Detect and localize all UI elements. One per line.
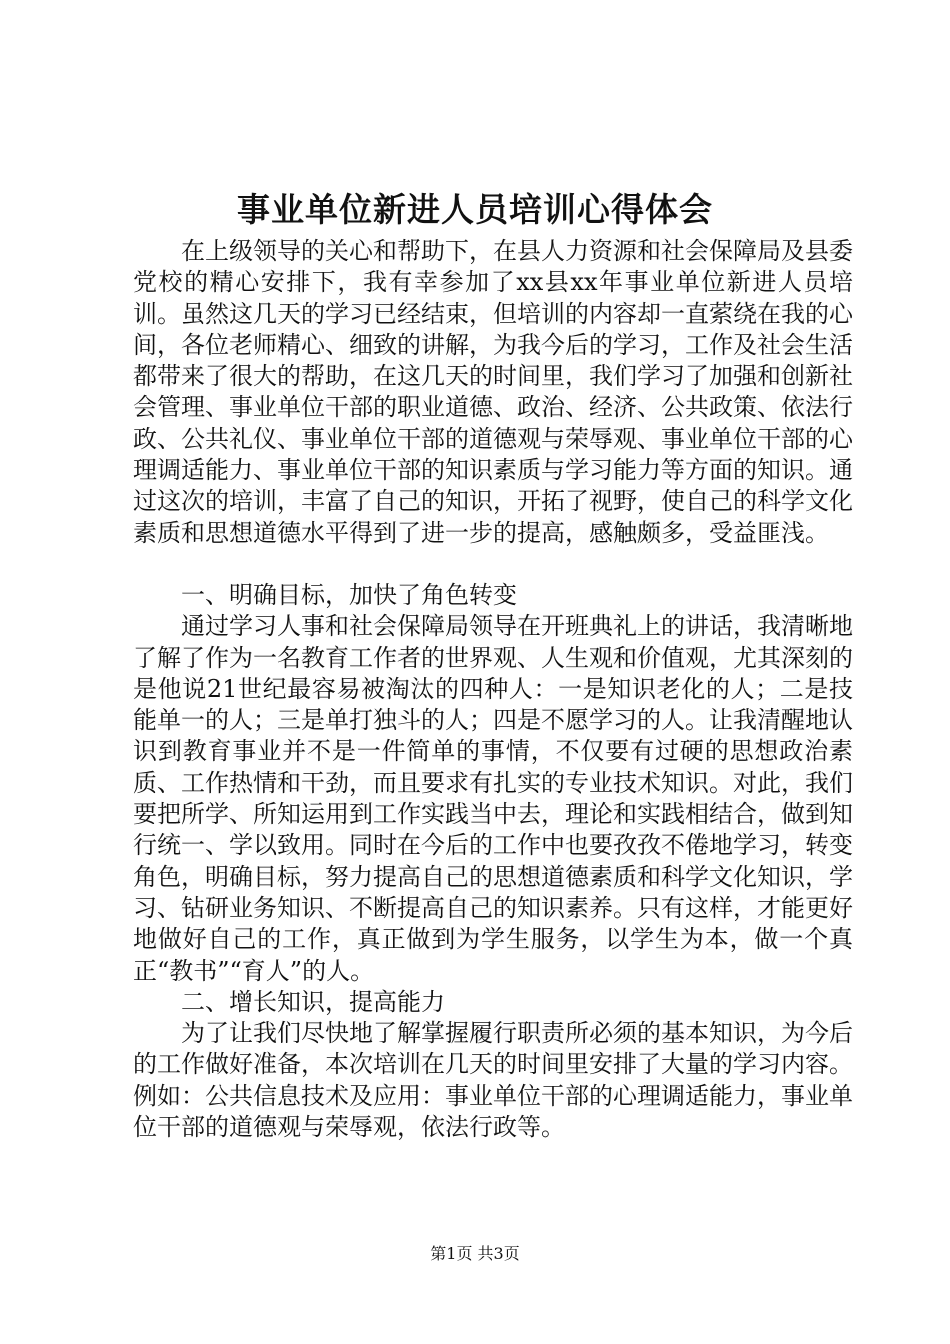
- document-body: [133, 236, 853, 1143]
- paragraph-spacer: [133, 549, 853, 580]
- document-title: 事业单位新进人员培训心得体会: [237, 190, 713, 229]
- section-1-paragraph: 通过学习人事和社会保障局领导在开班典礼上的讲话，我清晰地了解了作为一名教育工作者的世界观、人生观和价值观，尤其深刻的是他说21世纪最容易被淘汰的四种人：一是知识老化的人；二是技能单一的人；三是单打独斗的人；四是不愿学习的人。让我清醒地认识到教育事业并不是一件简单的事情，不仅要有过硬的思想政治素质、工作热情和干劲，而且要求有扎实的专业技术知识。对此，我们要把所学、所知运用到工作实践当中去，理论和实践相结合，做到知行统一、学以致用。同时在今后的工作中也要孜孜不倦地学习，转变角色，明确目标，努力提高自己的思想道德素质和科学文化知识，学习、钻研业务知识、不断提高自己的知识素养。只有这样，才能更好地做好自己的工作，真正做到为学生服务，以学生为本，做一个真正“教书”“育人”的人。: [133, 612, 853, 985]
- page-footer: 第1页 共3页: [430, 1244, 520, 1263]
- intro-paragraph: 在上级领导的关心和帮助下，在县人力资源和社会保障局及县委党校的精心安排下，我有幸参加了xx县xx年事业单位新进人员培训。虽然这几天的学习已经结束，但培训的内容却一直萦绕在我的心间，各位老师精心、细致的讲解，为我今后的学习，工作及社会生活都带来了很大的帮助，在这几天的时间里，我们学习了加强和创新社会管理、事业单位干部的职业道德、政治、经济、公共政策、依法行政、公共礼仪、事业单位干部的道德观与荣辱观、事业单位干部的心理调适能力、事业单位干部的知识素质与学习能力等方面的知识。通过这次的培训，丰富了自己的知识，开拓了视野，使自己的科学文化素质和思想道德水平得到了进一步的提高，感触颇多，受益匪浅。: [133, 237, 853, 547]
- section-heading-2: 二、增长知识，提高能力: [181, 987, 445, 1016]
- section-heading-1: 一、明确目标，加快了角色转变: [181, 580, 517, 609]
- section-2-paragraph: 为了让我们尽快地了解掌握履行职责所必须的基本知识，为今后的工作做好准备，本次培训在几天的时间里安排了大量的学习内容。例如：公共信息技术及应用：事业单位干部的心理调适能力，事业单位干部的道德观与荣辱观，依法行政等。: [133, 1019, 853, 1142]
